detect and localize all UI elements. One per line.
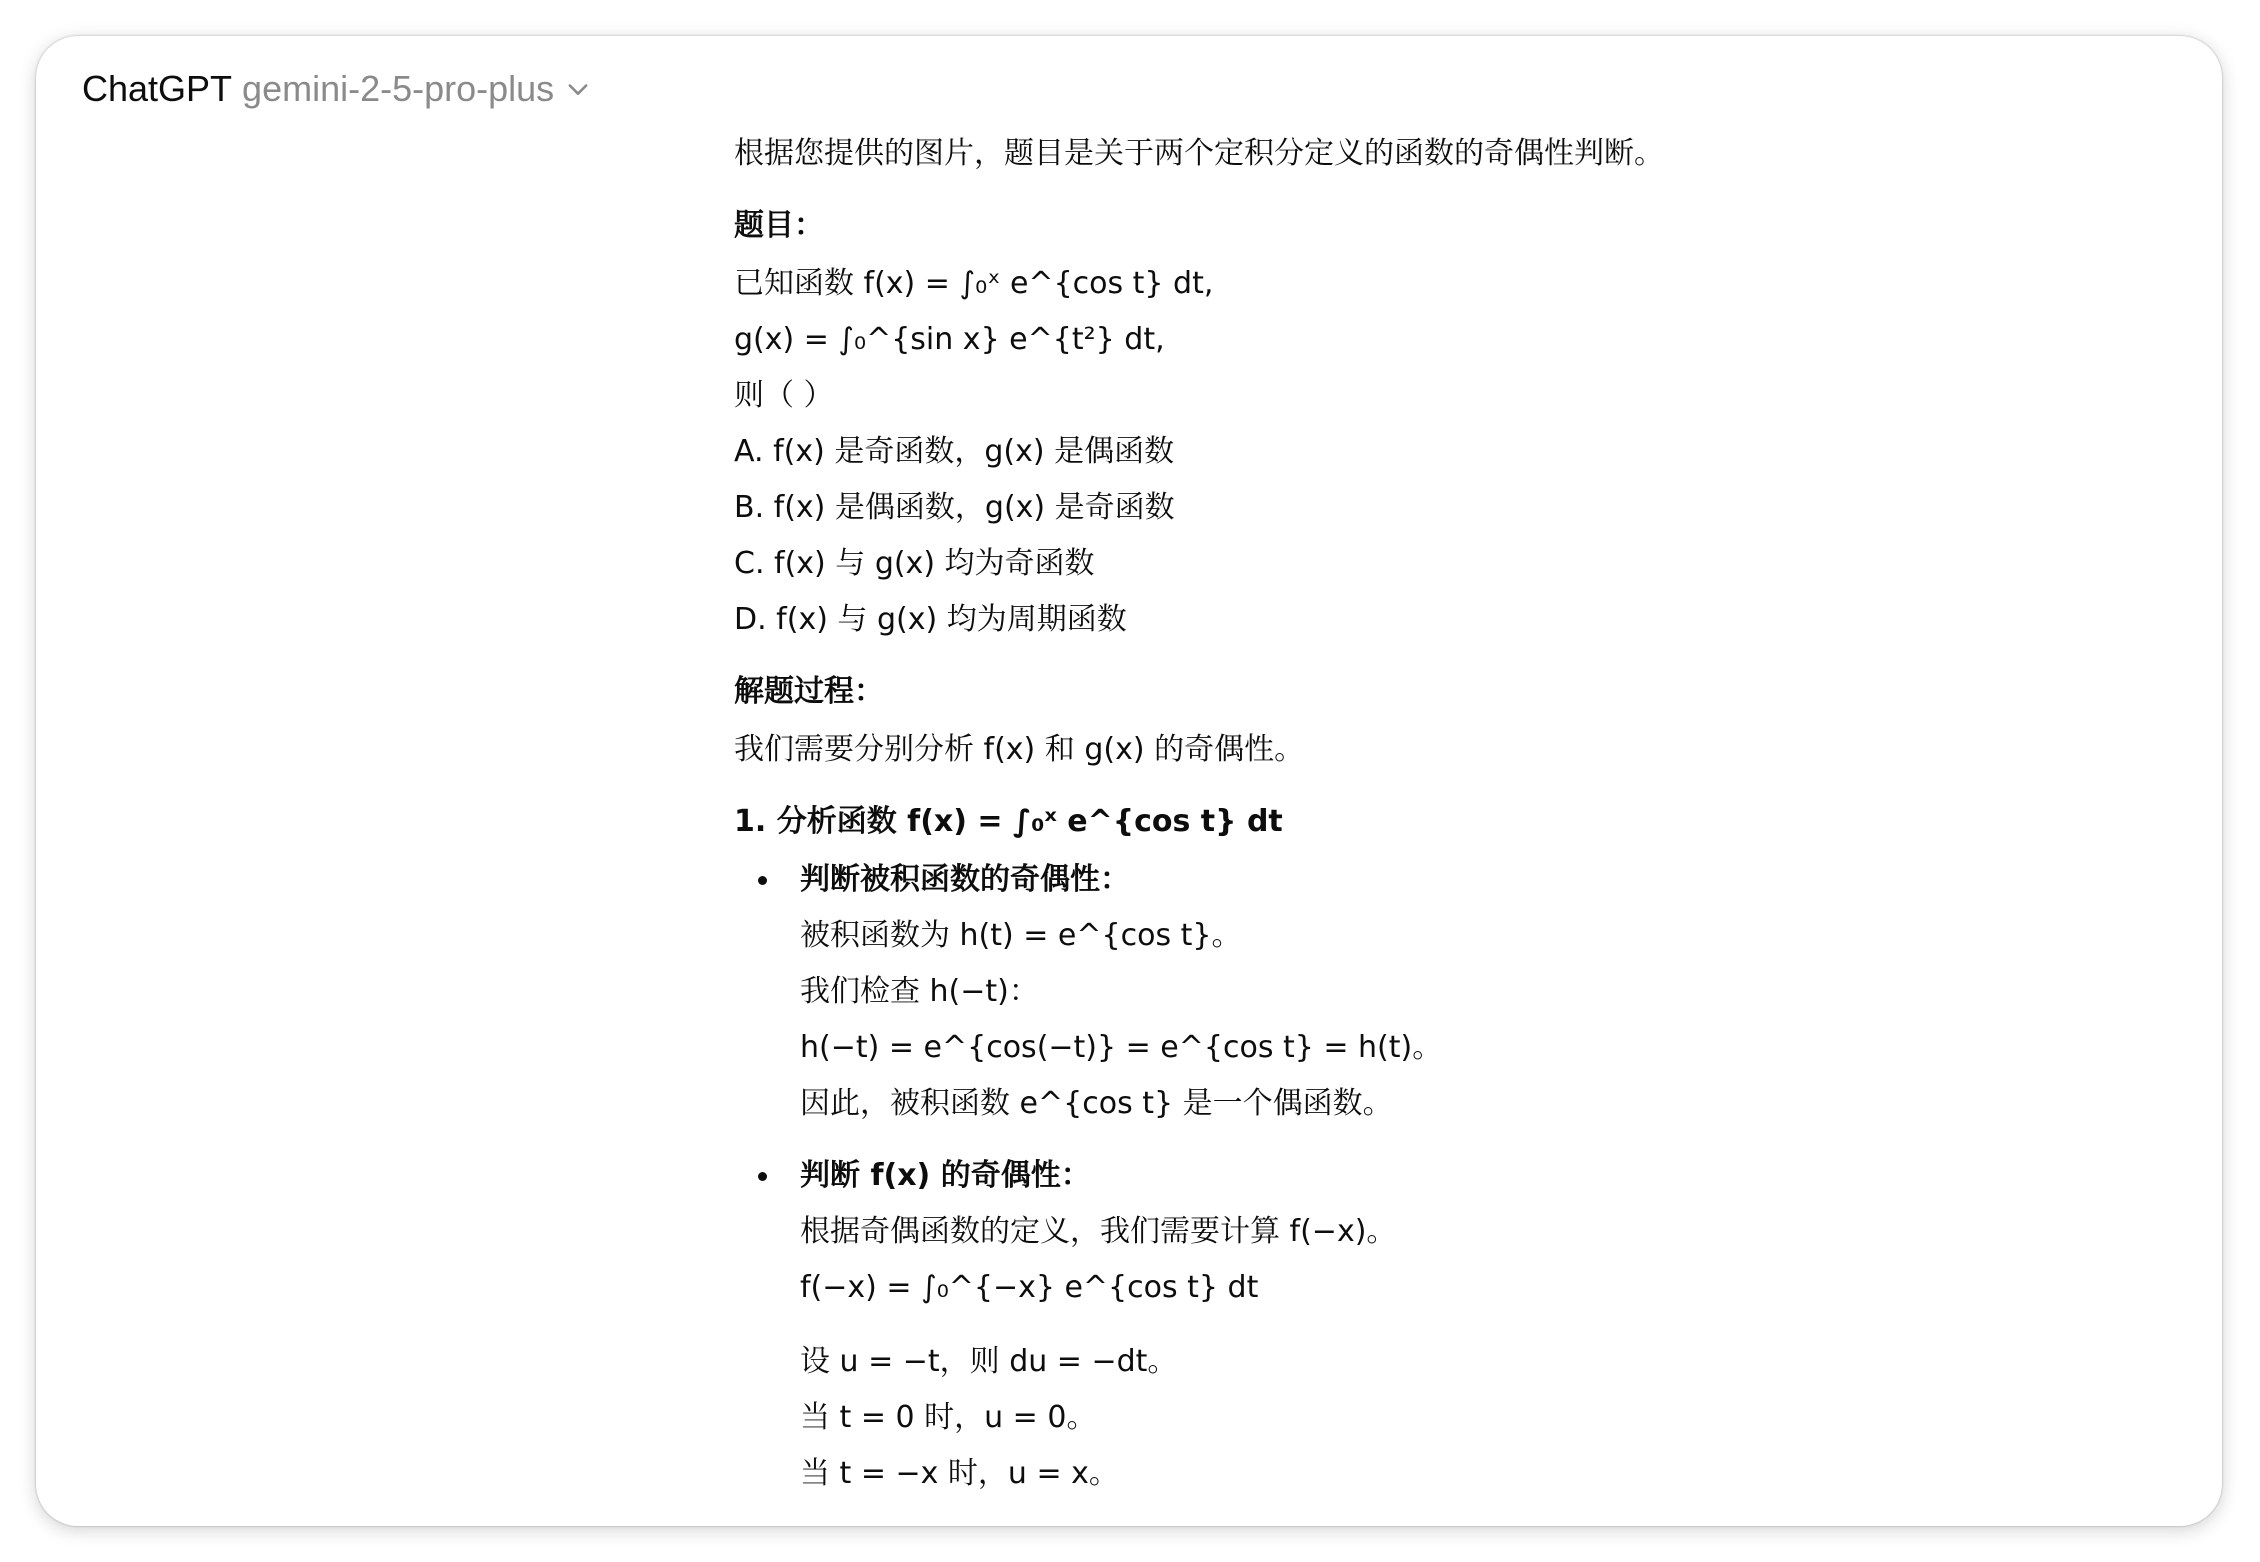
bullet2-title: 判断 f(x) 的奇偶性： — [800, 1158, 1091, 1193]
chat-window — [36, 36, 2222, 1526]
bullet1-line-2: 我们检查 h(−t)： — [800, 974, 1039, 1009]
problem-heading: 题目： — [734, 208, 824, 243]
bullet1-line-1: 被积函数为 h(t) = e^{cos t}。 — [800, 918, 1242, 953]
problem-line-1: 已知函数 f(x) = ∫₀ˣ e^{cos t} dt, — [734, 266, 1214, 301]
chevron-down-icon[interactable] — [564, 75, 592, 103]
option-c: C. f(x) 与 g(x) 均为奇函数 — [734, 546, 1095, 581]
problem-line-2: g(x) = ∫₀^{sin x} e^{t²} dt, — [734, 322, 1165, 357]
solution-heading: 解题过程： — [734, 674, 884, 709]
solution-intro: 我们需要分别分析 f(x) 和 g(x) 的奇偶性。 — [734, 732, 1305, 767]
bullet2-line-3: 设 u = −t，则 du = −dt。 — [800, 1344, 1178, 1379]
app-name: ChatGPT — [82, 68, 233, 109]
problem-line-3: 则（ ） — [734, 378, 834, 413]
model-selector[interactable] — [82, 54, 592, 124]
option-a: A. f(x) 是奇函数，g(x) 是偶函数 — [734, 434, 1175, 469]
step1-bullets — [734, 852, 1754, 1502]
option-d: D. f(x) 与 g(x) 均为周期函数 — [734, 602, 1127, 637]
option-b: B. f(x) 是偶函数，g(x) 是奇函数 — [734, 490, 1175, 525]
bullet1-title: 判断被积函数的奇偶性： — [800, 862, 1130, 897]
step1-heading: 1. 分析函数 f(x) = ∫₀ˣ e^{cos t} dt — [734, 804, 1283, 839]
bullet1-line-3: h(−t) = e^{cos(−t)} = e^{cos t} = h(t)。 — [800, 1030, 1443, 1065]
assistant-message — [734, 126, 1754, 1518]
bullet2-line-2: f(−x) = ∫₀^{−x} e^{cos t} dt — [800, 1270, 1259, 1305]
bullet2-line-5: 当 t = −x 时，u = x。 — [800, 1456, 1119, 1491]
intro-text: 根据您提供的图片，题目是关于两个定积分定义的函数的奇偶性判断。 — [734, 136, 1664, 171]
list-item — [734, 1148, 1754, 1502]
bullet1-line-4: 因此，被积函数 e^{cos t} 是一个偶函数。 — [800, 1086, 1393, 1121]
bullet-dot — [758, 876, 767, 885]
bullet-dot — [758, 1172, 767, 1181]
model-name: gemini-2-5-pro-plus — [242, 68, 555, 109]
bullet2-line-1: 根据奇偶函数的定义，我们需要计算 f(−x)。 — [800, 1214, 1397, 1249]
list-item — [734, 852, 1754, 1132]
bullet2-line-4: 当 t = 0 时，u = 0。 — [800, 1400, 1097, 1435]
